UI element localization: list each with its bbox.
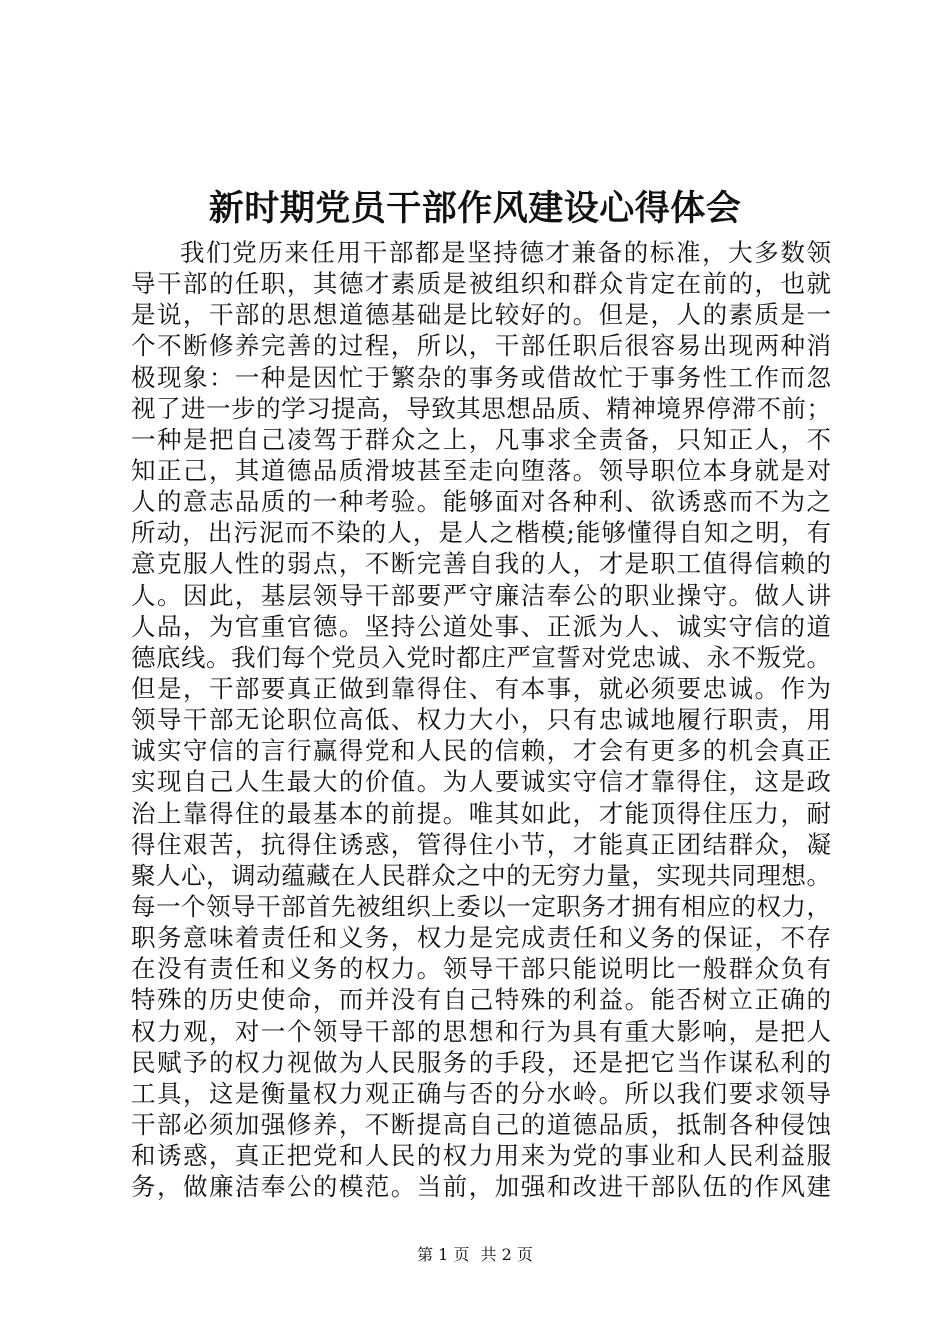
body-line: 民赋予的权力视做为人民服务的手段，还是把它当作谋私利的 <box>131 1047 831 1077</box>
body-line: 工具，这是衡量权力观正确与否的分水岭。所以我们要求领导 <box>131 1078 831 1108</box>
body-line: 个不断修养完善的过程，所以，干部任职后很容易出现两种消 <box>131 331 831 361</box>
body-line: 领导干部无论职位高低、权力大小，只有忠诚地履行职责，用 <box>131 705 831 735</box>
body-line: 意克服人性的弱点，不断完善自我的人，才是职工值得信赖的 <box>131 549 831 579</box>
body-line: 极现象：一种是因忙于繁杂的事务或借故忙于事务性工作而忽 <box>131 362 831 392</box>
body-line: 导干部的任职，其德才素质是被组织和群众肯定在前的，也就 <box>131 269 831 299</box>
body-line: 视了进一步的学习提高，导致其思想品质、精神境界停滞不前； <box>131 393 831 423</box>
body-line: 德底线。我们每个党员入党时都庄严宣誓对党忠诚、永不叛党。 <box>131 642 831 672</box>
body-line: 干部必须加强修养，不断提高自己的道德品质，抵制各种侵蚀 <box>131 1109 831 1139</box>
body-line: 务，做廉洁奉公的模范。当前，加强和改进干部队伍的作风建 <box>131 1172 831 1202</box>
body-line: 治上靠得住的最基本的前提。唯其如此，才能顶得住压力，耐 <box>131 798 831 828</box>
body-line: 得住艰苦，抗得住诱惑，管得住小节，才能真正团结群众，凝 <box>131 829 831 859</box>
body-line: 实现自己人生最大的价值。为人要诚实守信才靠得住，这是政 <box>131 767 831 797</box>
body-line: 在没有责任和义务的权力。领导干部只能说明比一般群众负有 <box>131 954 831 984</box>
document-title: 新时期党员干部作风建设心得体会 <box>208 188 742 229</box>
body-line: 但是，干部要真正做到靠得住、有本事，就必须要忠诚。作为 <box>131 673 831 703</box>
body-line: 诚实守信的言行赢得党和人民的信赖，才会有更多的机会真正 <box>131 736 831 766</box>
body-line: 是说，干部的思想道德基础是比较好的。但是，人的素质是一 <box>131 300 831 330</box>
body-line: 我们党历来任用干部都是坚持德才兼备的标准，大多数领 <box>180 238 831 267</box>
document-body <box>131 237 831 1202</box>
page-footer <box>0 1244 950 1266</box>
body-line: 权力观，对一个领导干部的思想和行为具有重大影响，是把人 <box>131 1016 831 1046</box>
body-line: 所动，出污泥而不染的人，是人之楷模;能够懂得自知之明，有 <box>131 518 831 548</box>
body-line: 人品，为官重官德。坚持公道处事、正派为人、诚实守信的道 <box>131 611 831 641</box>
body-line: 人的意志品质的一种考验。能够面对各种利、欲诱惑而不为之 <box>131 487 831 517</box>
current-page-indicator: 第 1 页 <box>417 1245 470 1264</box>
body-line: 和诱惑，真正把党和人民的权力用来为党的事业和人民利益服 <box>131 1141 831 1171</box>
total-pages-indicator: 共 2 页 <box>480 1245 533 1264</box>
body-line: 人。因此，基层领导干部要严守廉洁奉公的职业操守。做人讲 <box>131 580 831 610</box>
body-line: 知正己，其道德品质滑坡甚至走向堕落。领导职位本身就是对 <box>131 455 831 485</box>
body-line: 聚人心，调动蕴藏在人民群众之中的无穷力量，实现共同理想。 <box>131 860 831 890</box>
body-line: 每一个领导干部首先被组织上委以一定职务才拥有相应的权力， <box>131 891 831 921</box>
body-line: 特殊的历史使命，而并没有自己特殊的利益。能否树立正确的 <box>131 985 831 1015</box>
body-line: 一种是把自己凌驾于群众之上，凡事求全责备，只知正人，不 <box>131 424 831 454</box>
body-line: 职务意味着责任和义务，权力是完成责任和义务的保证，不存 <box>131 923 831 953</box>
